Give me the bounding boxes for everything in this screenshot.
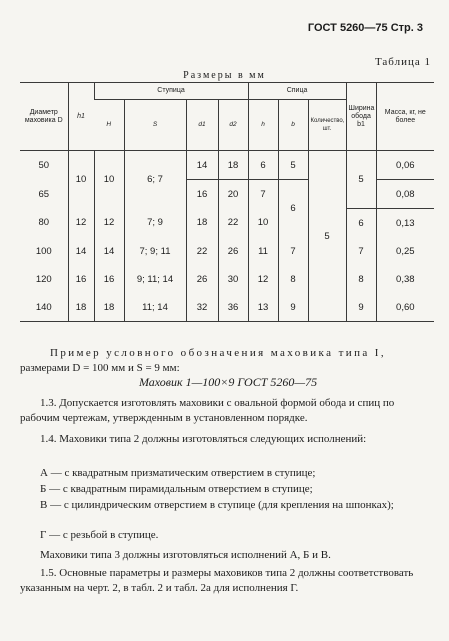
cell-H: 10 xyxy=(94,151,124,209)
cell-d2: 18 xyxy=(218,151,248,180)
cell-d1: 22 xyxy=(186,237,218,265)
col-header-S: S xyxy=(124,100,186,151)
cell-b1: 9 xyxy=(346,293,376,322)
cell-h1: 16 xyxy=(68,265,94,293)
cell-h: 13 xyxy=(248,293,278,322)
cell-b: 7 xyxy=(278,237,308,265)
paragraph-1-4: 1.4. Маховики типа 2 должны изготовляться следующих исполнений: xyxy=(40,433,367,445)
cell-d2: 36 xyxy=(218,293,248,322)
table-row xyxy=(20,293,434,322)
table-caption: Таблица 1 xyxy=(374,56,431,68)
table-row xyxy=(20,209,434,238)
list-item-v: В — с цилиндрическим отверстием в ступице (для крепления на шпонках); xyxy=(40,499,394,511)
cell-H: 12 xyxy=(94,209,124,238)
cell-S: 6; 7 xyxy=(124,151,186,209)
cell-mass: 0,13 xyxy=(376,209,434,238)
cell-H: 14 xyxy=(94,237,124,265)
cell-H: 16 xyxy=(94,265,124,293)
col-header-count: Количество, шт. xyxy=(308,100,346,151)
col-header-b: b xyxy=(278,100,308,151)
cell-b: 6 xyxy=(278,180,308,238)
cell-h1: 14 xyxy=(68,237,94,265)
col-header-d2: d2 xyxy=(218,100,248,151)
cell-S: 7; 9 xyxy=(124,209,186,238)
cell-h: 12 xyxy=(248,265,278,293)
cell-h: 10 xyxy=(248,209,278,238)
cell-mass: 0,06 xyxy=(376,151,434,180)
cell-D: 80 xyxy=(38,217,50,229)
example-caption: Пример условного обозначения маховика типа I, xyxy=(50,347,386,359)
cell-count: 5 xyxy=(308,151,346,322)
col-header-mass: Масса, кг, не более xyxy=(376,83,434,151)
table-row xyxy=(20,151,434,180)
list-item-g: Г — с резьбой в ступице. xyxy=(40,529,159,541)
cell-b1: 6 xyxy=(346,209,376,238)
cell-D: 65 xyxy=(38,188,50,200)
cell-d2: 30 xyxy=(218,265,248,293)
list-item-a: А — с квадратным призматическим отверстием в ступице; xyxy=(40,467,316,479)
cell-h: 6 xyxy=(248,151,278,180)
col-header-H: H xyxy=(106,121,112,128)
col-header-h: h xyxy=(248,100,278,151)
cell-D: 140 xyxy=(35,301,52,313)
cell-mass: 0,60 xyxy=(376,293,434,322)
cell-h1: 12 xyxy=(68,209,94,238)
list-item-b: Б — с квадратным пирамидальным отверстием в ступице; xyxy=(40,483,313,495)
table-row xyxy=(20,265,434,293)
cell-b1: 5 xyxy=(346,151,376,209)
cell-b: 5 xyxy=(278,151,308,180)
cell-d1: 18 xyxy=(186,209,218,238)
cell-b1: 8 xyxy=(346,265,376,293)
col-header-diameter: Диаметр маховика D xyxy=(20,83,68,151)
cell-b1: 7 xyxy=(346,237,376,265)
cell-mass: 0,38 xyxy=(376,265,434,293)
col-header-rim-width: Ширина обода b1 xyxy=(346,83,376,151)
cell-d2: 22 xyxy=(218,209,248,238)
cell-S: 11; 14 xyxy=(124,293,186,322)
cell-d1: 16 xyxy=(186,180,218,209)
page-header: ГОСТ 5260—75 Стр. 3 xyxy=(307,22,423,34)
col-header-d1: d1 xyxy=(186,100,218,151)
cell-b: 8 xyxy=(278,265,308,293)
designation-example: Маховик 1—100×9 ГОСТ 5260—75 xyxy=(138,375,318,389)
cell-b: 9 xyxy=(278,293,308,322)
paragraph-1-3: 1.3. Допускается изготовлять маховики с овальной формой обода и спиц по рабочим чертежам, утвержденным в установленном порядке. xyxy=(20,397,395,424)
cell-S: 9; 11; 14 xyxy=(124,265,186,293)
example-sizes: размерами D = 100 мм и S = 9 мм: xyxy=(20,362,180,374)
cell-D: 100 xyxy=(35,245,52,257)
cell-d2: 26 xyxy=(218,237,248,265)
cell-d2: 20 xyxy=(218,180,248,209)
cell-D: 50 xyxy=(38,159,50,171)
table-row xyxy=(20,237,434,265)
group-header-hub: Ступица xyxy=(94,83,248,100)
cell-d1: 32 xyxy=(186,293,218,322)
cell-H: 18 xyxy=(94,293,124,322)
cell-h1: 10 xyxy=(68,151,94,209)
paragraph-type-3: Маховики типа 3 должны изготовляться исполнений А, Б и В. xyxy=(40,549,331,561)
cell-h: 7 xyxy=(248,180,278,209)
cell-mass: 0,08 xyxy=(376,180,434,209)
col-header-h1: h1 xyxy=(68,83,94,151)
table-subtitle: Размеры в мм xyxy=(183,70,266,81)
cell-S: 7; 9; 11 xyxy=(124,237,186,265)
cell-d1: 14 xyxy=(186,151,218,180)
group-header-spoke: Спица xyxy=(248,83,346,100)
cell-h1: 18 xyxy=(68,293,94,322)
cell-D: 120 xyxy=(35,273,52,285)
cell-d1: 26 xyxy=(186,265,218,293)
paragraph-1-5: 1.5. Основные параметры и размеры маховиков типа 2 должны соответствовать указанным на черт. 2, в табл. 2 и табл. 2а для исполнения Г. xyxy=(20,567,414,594)
cell-mass: 0,25 xyxy=(376,237,434,265)
cell-h: 11 xyxy=(248,237,278,265)
dimensions-table xyxy=(20,82,434,322)
